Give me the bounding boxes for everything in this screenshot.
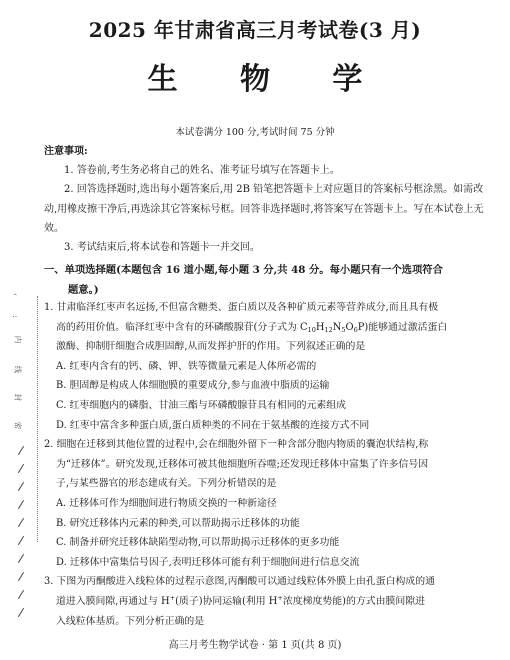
question-stem-line xyxy=(44,592,488,612)
option-c: C. 红枣细胞内的磷脂、甘油三酯与环磷酸腺苷具有相同的元素组成 xyxy=(56,399,346,411)
margin-mark: ‹ xyxy=(11,293,20,296)
notice-item: 1. 答卷前,考生务必将自己的姓名、准考证号填写在答题卡上。 xyxy=(64,165,340,177)
section-heading-line: 一、单项选择题(本题包含 16 道小题,每小题 3 分,共 48 分。每小题只有一个选项符合 xyxy=(44,264,443,276)
stem-text: H xyxy=(315,321,325,333)
notice-item: 2. 回答选择题时,选出每小题答案后,用 2B 铅笔把答题卡上对应题目的答案标号框涂黑。如需改动,用橡皮擦干净后,再选涂其它答案标号框。回答非选择题时,将答案写在答题卡上。写在本试卷上无效。 xyxy=(44,184,484,234)
exam-info: 本试卷满分 100 分,考试时间 75 分钟 xyxy=(175,127,335,138)
binding-line xyxy=(37,296,38,542)
formula-subscript: 5 xyxy=(341,325,346,334)
exam-title: 2025 年甘肃省高三月考试卷(3 月) xyxy=(88,18,422,42)
margin-slash xyxy=(18,554,24,563)
margin-mark: 线 xyxy=(13,365,23,374)
section-heading-cont: 题意。) xyxy=(68,283,99,296)
notice-title: 注意事项: xyxy=(44,146,88,157)
margin-mark: : xyxy=(10,315,20,318)
notice-item: 3. 考试结束后,将本试卷和答题卡一并交回。 xyxy=(64,242,260,254)
formula-superscript: + xyxy=(169,593,176,602)
formula-subscript: 10 xyxy=(307,325,316,334)
stem-text: 高的药用价值。临泽红枣中含有的环磷酸腺苷(分子式为 C xyxy=(56,321,308,333)
option-c: C. 制备并研究迁移体缺陷型动物,可以帮助揭示迁移体的更多功能 xyxy=(56,537,340,549)
formula-superscript: + xyxy=(277,593,283,602)
margin-slash xyxy=(18,464,24,473)
margin-slash xyxy=(18,482,24,491)
question-3 xyxy=(44,572,488,631)
notice-block xyxy=(44,142,484,257)
margin-slash xyxy=(18,446,24,455)
binding-margin xyxy=(12,288,30,628)
option-d: D. 迁移体中富集信号因子,表明迁移体可能有利于细胞间进行信息交流 xyxy=(56,556,360,568)
question-stem-line: 子,与某些器官的形态建成有关。下列分析错误的是 xyxy=(56,478,277,490)
section-heading xyxy=(44,261,486,300)
margin-mark: 密 xyxy=(13,421,23,430)
question-1 xyxy=(44,298,488,435)
question-stem-line: 3. 下图为丙酮酸进入线粒体的过程示意图,丙酮酸可以通过线粒体外膜上由孔蛋白构成的通 xyxy=(44,576,435,588)
option-a: A. 迁移体可作为细胞间进行物质交换的一种新途径 xyxy=(56,497,277,509)
option-b: B. 胆固醇是构成人体细胞膜的重要成分,参与血液中脂质的运输 xyxy=(56,380,330,392)
margin-slash xyxy=(18,590,24,599)
margin-slash xyxy=(18,536,24,545)
stem-text: 道进入膜间隙,再通过与 H xyxy=(56,595,170,607)
question-stem-line: 2. 细胞在迁移到其他位置的过程中,会在细胞外留下一种含部分胞内物质的囊泡状结构,称 xyxy=(44,439,429,451)
margin-slash xyxy=(18,500,24,509)
margin-mark: 封 xyxy=(13,393,23,402)
option-b: B. 研究迁移体内元素的种类,可以帮助揭示迁移体的功能 xyxy=(56,517,300,529)
option-a: A. 红枣内含有的钙、磷、钾、铁等微量元素是人体所必需的 xyxy=(56,360,317,372)
question-list xyxy=(44,298,488,631)
stem-text: (质子)协同运输(利用 H xyxy=(175,595,278,607)
question-stem-line xyxy=(44,318,488,338)
question-stem-line: 入线粒体基质。下列分析正确的是 xyxy=(56,615,205,627)
formula-subscript: 6 xyxy=(353,325,358,334)
margin-slash xyxy=(18,608,24,617)
question-2 xyxy=(44,435,488,572)
stem-text: N xyxy=(332,321,342,333)
formula-subscript: 12 xyxy=(324,325,333,334)
question-stem-line: 为“迁移体”。研究发现,迁移体可被其他细胞所吞噬;还发现迁移体中富集了许多信号因 xyxy=(56,458,429,470)
subject-title: 生 物 学 xyxy=(147,62,389,97)
question-stem-line: 激酶、抑制肝细胞合成胆固醇,从而发挥护肝的作用。下列叙述正确的是 xyxy=(56,341,366,353)
page-footer: 高三月考生物学试卷 · 第 1 页(共 8 页) xyxy=(168,640,342,651)
question-stem-line: 1. 甘肃临泽红枣声名远扬,不但富含糖类、蛋白质以及各种矿质元素等营养成分,而且具有极 xyxy=(44,302,439,313)
margin-slash xyxy=(18,572,24,581)
margin-slash xyxy=(18,518,24,527)
option-d: D. 红枣中富含多种蛋白质,蛋白质种类的不同在于氨基酸的连接方式不同 xyxy=(56,419,370,431)
stem-text: P)能够通过激活蛋白 xyxy=(357,321,448,333)
stem-text: O xyxy=(345,321,354,333)
margin-mark: 内 xyxy=(13,335,23,344)
stem-text: 浓度梯度势能)的方式由膜间隙进 xyxy=(282,595,425,607)
